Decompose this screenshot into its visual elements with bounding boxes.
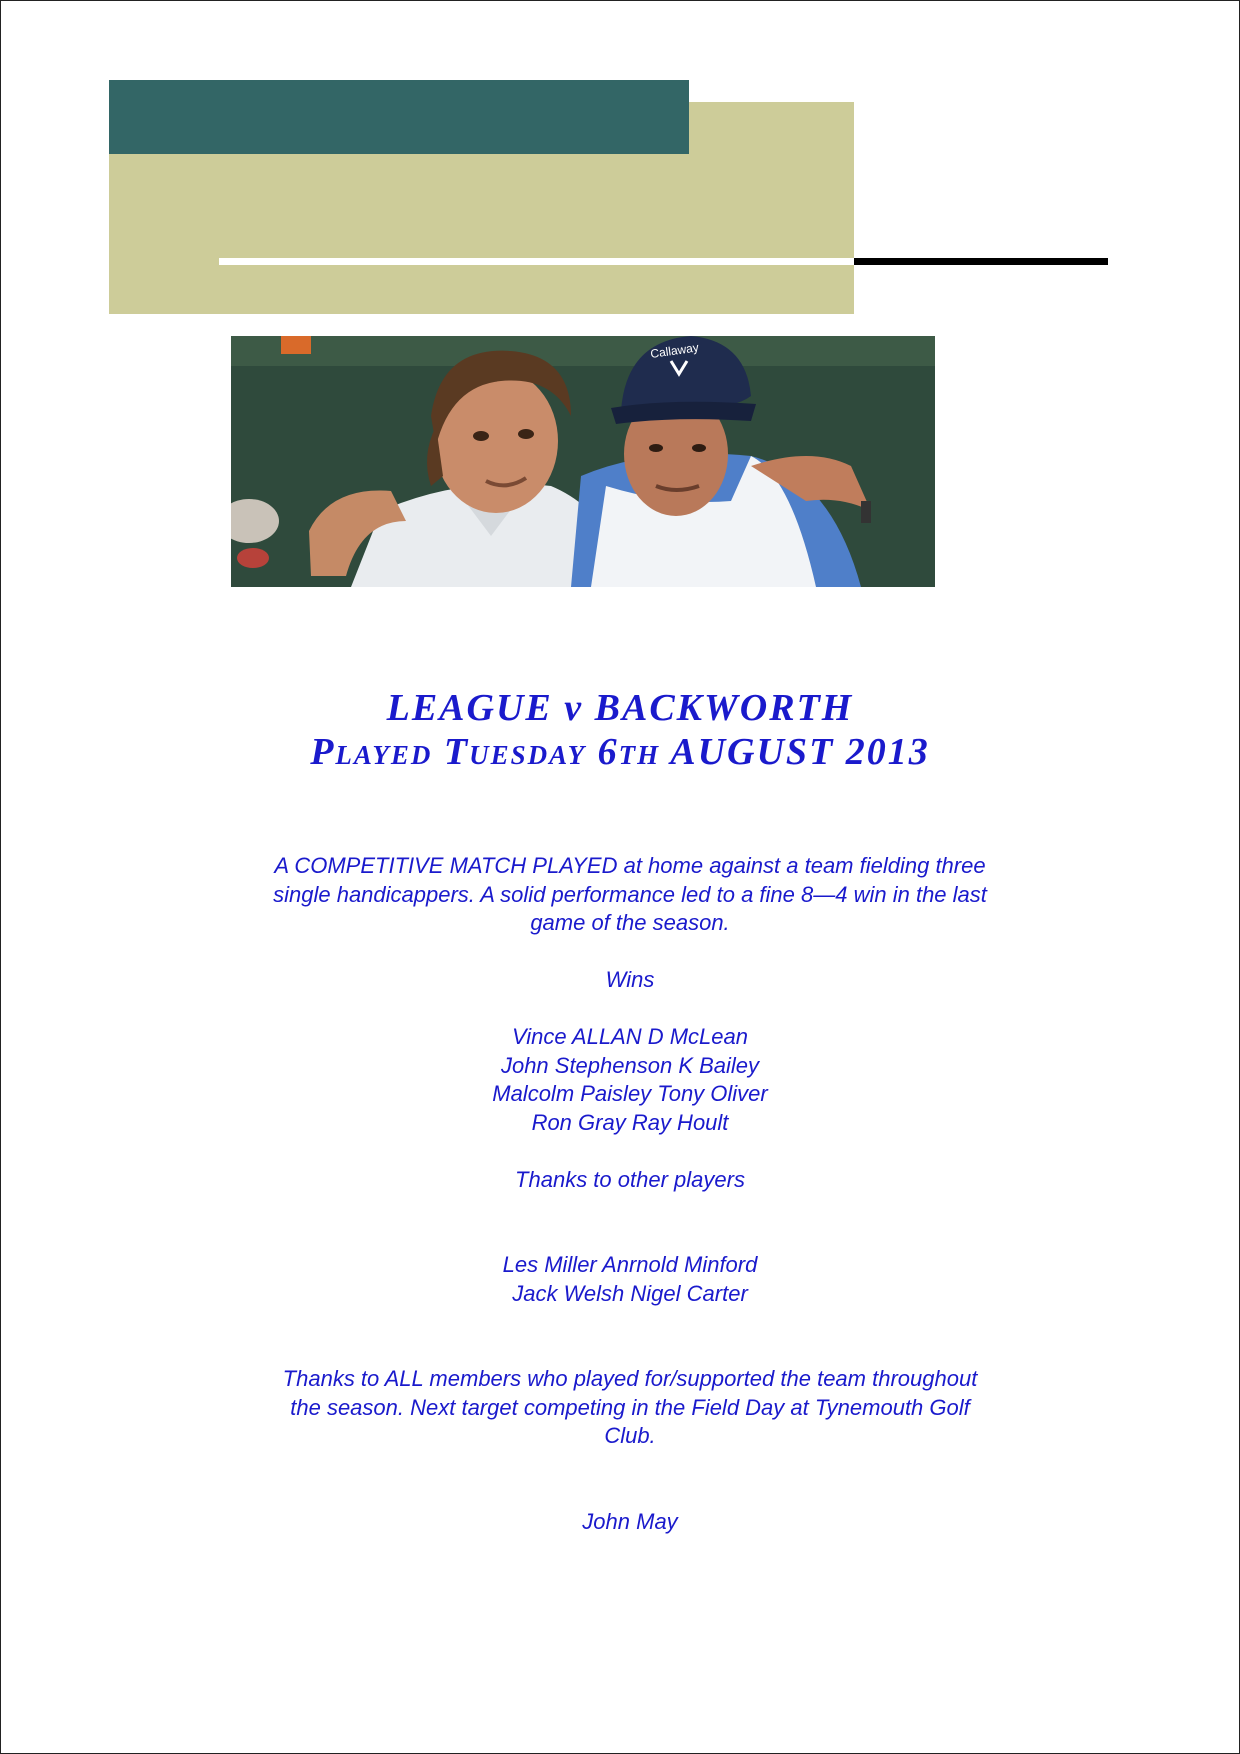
closing-line-1: Thanks to ALL members who played for/supported the team throughout bbox=[282, 1366, 978, 1391]
title-line-1: LEAGUE v BACKWORTH bbox=[386, 687, 854, 729]
wins-pair: Vince ALLAN D McLean bbox=[511, 1024, 749, 1049]
golfers-photo bbox=[231, 336, 935, 587]
title-line-2: Played Tuesday 6th AUGUST 2013 bbox=[310, 731, 930, 773]
header-black-rule bbox=[854, 258, 1108, 265]
header-teal-block bbox=[109, 80, 689, 154]
wins-pair: Ron Gray Ray Hoult bbox=[531, 1109, 729, 1135]
thanks-pair: Jack Welsh Nigel Carter bbox=[512, 1280, 748, 1306]
wins-heading: Wins bbox=[605, 967, 655, 992]
closing-line-3: Club. bbox=[604, 1423, 656, 1448]
closing-line-2: the season. Next target competing in the Field Day at Tynemouth Golf bbox=[290, 1394, 970, 1420]
header-white-rule bbox=[219, 258, 854, 265]
intro-line-3: game of the season. bbox=[530, 910, 730, 935]
article-body bbox=[220, 852, 1040, 1536]
intro-line-2: single handicappers. A solid performance led to a fine 8—4 win in the last bbox=[273, 881, 987, 907]
wins-pair: Malcolm Paisley Tony Oliver bbox=[492, 1081, 768, 1106]
page-title bbox=[0, 686, 1240, 774]
svg-text:Callaway: Callaway bbox=[649, 340, 700, 361]
signature: John May bbox=[582, 1508, 678, 1534]
wins-pair: John Stephenson K Bailey bbox=[500, 1052, 760, 1078]
thanks-heading: Thanks to other players bbox=[515, 1166, 745, 1192]
intro-line-1: A COMPETITIVE MATCH PLAYED at home against a team fielding three bbox=[274, 853, 986, 878]
thanks-pair: Les Miller Anrnold Minford bbox=[502, 1252, 758, 1277]
